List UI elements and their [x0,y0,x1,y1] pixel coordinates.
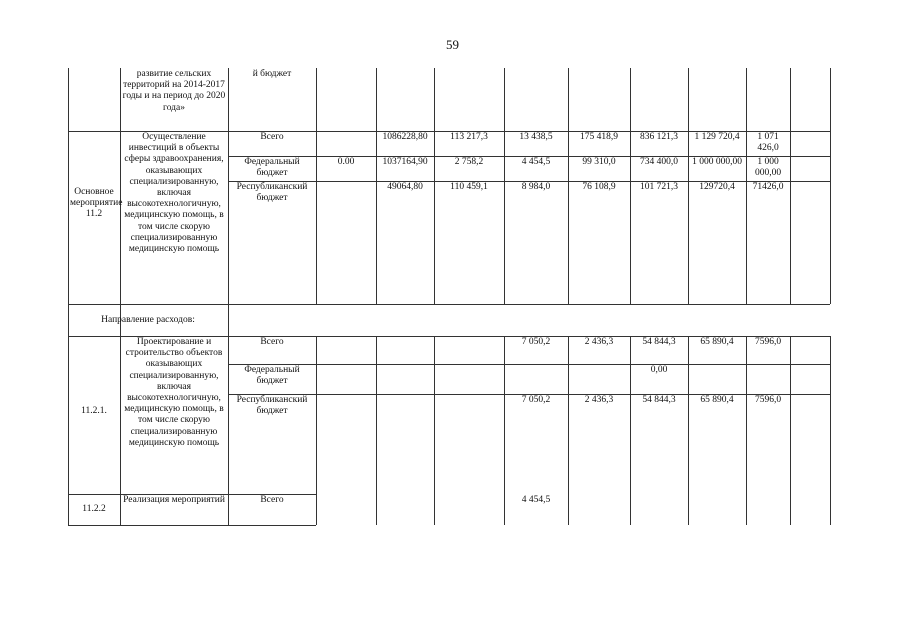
value-cell: 2 436,3 [584,337,614,347]
col-rule [504,336,505,525]
value-cell: 113 217,3 [450,132,488,142]
page-number: 59 [446,37,459,52]
col-rule [568,68,569,304]
value-cell: 65 890,4 [700,337,734,347]
col-rule [434,68,435,304]
value-cell: 1037164,90 [382,157,428,167]
value-cell: 76 108,9 [582,182,616,192]
value-cell: 7596,0 [754,337,782,347]
col-rule [434,336,435,525]
value-cell: 54 844,3 [642,337,676,347]
value-cell: 836 121,3 [640,132,678,142]
value-cell: 2 758,2 [454,157,484,167]
col-rule [630,336,631,525]
col-rule [746,336,747,525]
col-rule [790,68,791,304]
col-rule [120,68,121,525]
value-cell: 7 050,2 [521,395,551,405]
value-cell: 175 418,9 [580,132,618,142]
col-rule [746,68,747,304]
value-cell: 1 000 000,00 [692,157,742,167]
value-cell: 1 071 426,0 [757,132,779,154]
col-rule [68,68,69,525]
funding-source: Федеральный бюджет [244,365,300,387]
value-cell: 1 129 720,4 [694,132,740,142]
col-rule [568,336,569,525]
col-rule [228,68,229,525]
col-rule [790,336,791,525]
value-cell: 49064,80 [387,182,423,192]
funding-source: Всего [260,132,284,142]
section-heading: Направление расходов: [101,315,195,325]
col-rule [830,336,831,525]
value-cell: 734 400,0 [640,157,678,167]
row-rule [68,525,316,526]
col-rule [316,68,317,304]
value-cell: 54 844,3 [642,395,676,405]
col-rule [688,336,689,525]
funding-source: й бюджет [252,69,292,79]
value-cell: 101 721,3 [640,182,678,192]
funding-source: Республиканский бюджет [236,395,308,417]
funding-source: Федеральный бюджет [244,157,300,179]
col-rule [316,336,317,525]
value-cell: 2 436,3 [584,395,614,405]
value-cell: 110 459,1 [450,182,488,192]
value-cell: 4 454,5 [521,157,551,167]
funding-source: Всего [260,337,284,347]
col-rule [630,68,631,304]
col-rule [830,68,831,304]
funding-source: Республиканский бюджет [236,182,308,204]
value-cell: 129720,4 [699,182,735,192]
value-cell: 0,00 [650,365,668,375]
value-cell: 7 050,2 [521,337,551,347]
measure-title: развитие сельских территорий на 2014-2017 годы и на период до 2020 года» [122,69,226,113]
measure-title: Проектирование и строительство объектов оказывающих специализированную, включая высокотехнологичную, медицинскую помощь, в том числе скорую специализированную медицинскую помощь [124,337,224,448]
funding-source: Всего [260,495,284,505]
measure-code: 11.2.1. [81,406,107,416]
row-rule [68,304,830,305]
value-cell: 1086228,80 [382,132,428,142]
col-rule [376,336,377,525]
value-cell: 13 438,5 [519,132,553,142]
measure-code: 11.2.2 [82,504,106,514]
measure-code: Основное мероприятие 11.2 [70,187,123,220]
value-cell: 99 310,0 [582,157,616,167]
value-cell: 7596,0 [754,395,782,405]
col-rule [688,68,689,304]
col-rule [376,68,377,304]
value-cell: 65 890,4 [700,395,734,405]
value-cell: 71426,0 [752,182,784,192]
value-cell: 8 984,0 [521,182,551,192]
value-cell: 4 454,5 [521,495,551,505]
measure-title: Осуществление инвестиций в объекты сферы здравоохранения, оказывающих специализированную, включая высокотехнологичную, медицинскую помощь, в том числе скорую специализированную медицинскую помощь [124,132,224,255]
measure-title: Реализация мероприятий [123,495,225,505]
row-rule [228,364,830,365]
value-cell: 0.00 [337,157,355,167]
value-cell: 1 000 000,00 [754,157,782,179]
col-rule [504,68,505,304]
